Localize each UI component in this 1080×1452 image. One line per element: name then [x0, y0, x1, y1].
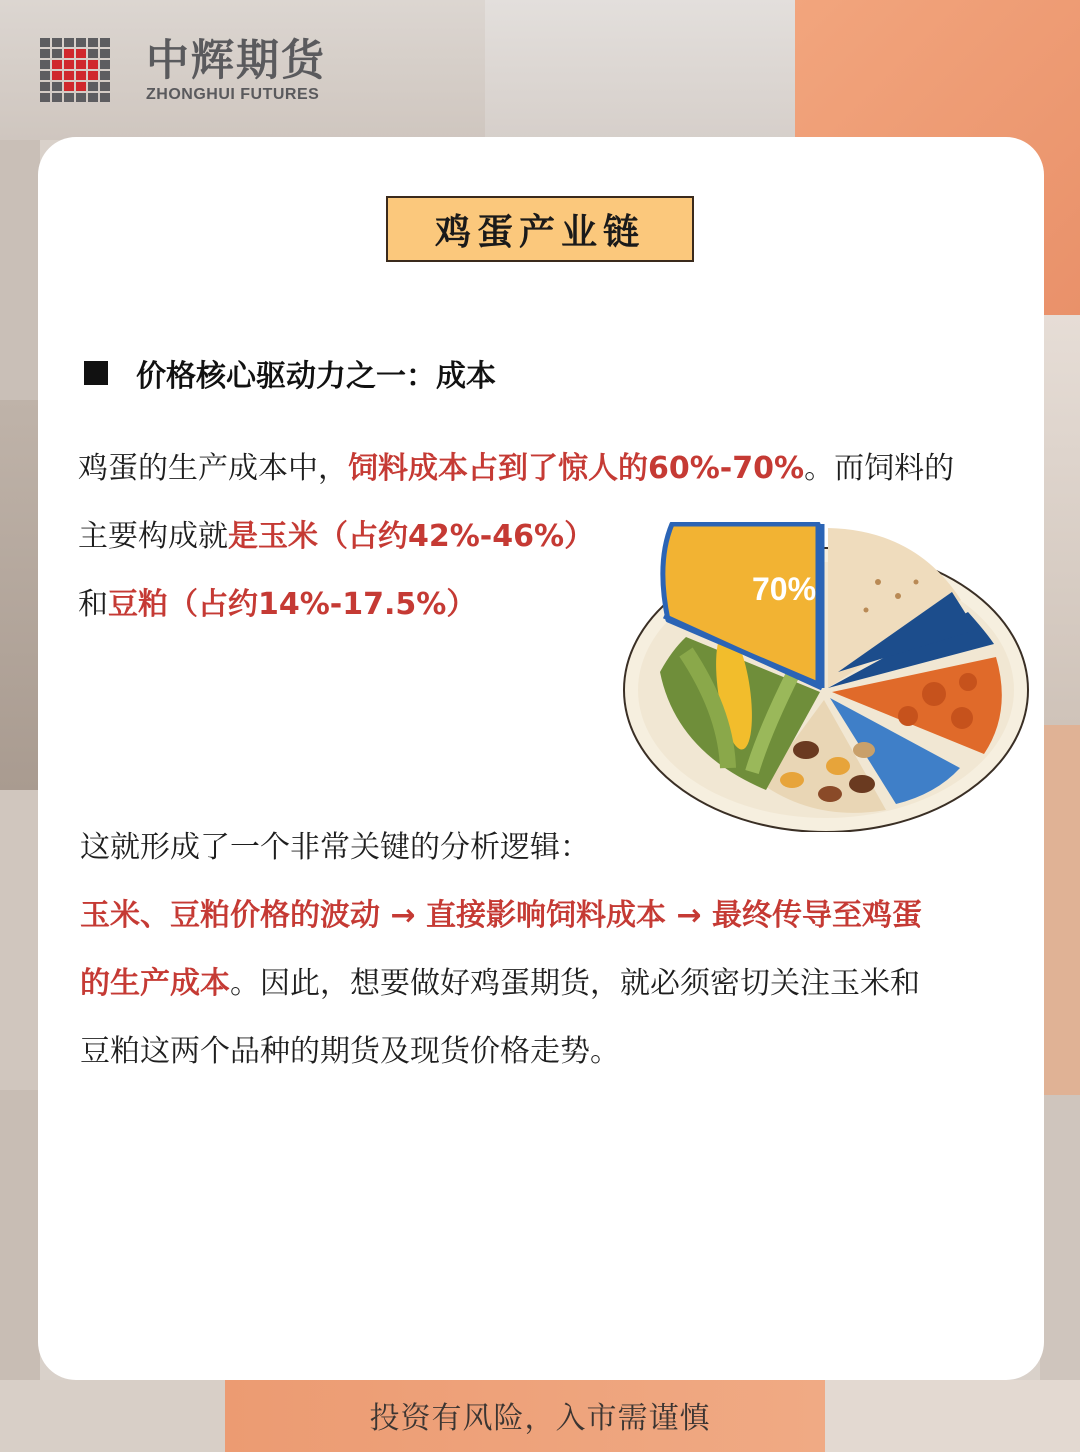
brand-name-cn: 中辉期货 [146, 36, 326, 86]
highlight-text: 的生产成本 [80, 966, 230, 1001]
background-tile [0, 400, 40, 790]
section-heading [84, 351, 496, 395]
highlight-text: 是玉米（占约42%-46%） [228, 519, 595, 554]
highlight-text: 豆粕（占约14%-17.5%） [108, 587, 477, 622]
background-tile [0, 790, 40, 1090]
plate-percent-label: 70% [751, 571, 817, 607]
card-title: 鸡蛋产业链 [386, 196, 694, 262]
text-span: 鸡蛋的生产成本中， [78, 451, 348, 486]
background-tile [485, 0, 795, 140]
highlight-text: 玉米、豆粕价格的波动 → 直接影响饲料成本 → 最终传导至鸡蛋 [80, 898, 923, 933]
risk-disclaimer: 投资有风险，入市需谨慎 [369, 1401, 711, 1436]
background-tile [0, 140, 40, 400]
paragraph-line: 这就形成了一个非常关键的分析逻辑： [80, 830, 590, 865]
brand-name-en: ZHONGHUI FUTURES [146, 86, 320, 103]
text-span: 主要构成就 [78, 519, 228, 554]
background-tile [1040, 315, 1080, 725]
paragraph-line: 豆粕这两个品种的期货及现货价格走势。 [80, 1034, 620, 1069]
feed-plate-illustration [616, 522, 1032, 832]
paragraph-line [78, 435, 954, 503]
paragraph-line [78, 571, 476, 639]
content-card [38, 137, 1044, 1380]
paragraph-line [78, 503, 594, 571]
text-span: 和 [78, 587, 108, 622]
text-span: 。而饲料的 [804, 451, 955, 486]
zhonghui-logo-icon [40, 38, 114, 104]
highlight-text: 饲料成本占到了惊人的60%-70% [348, 451, 805, 486]
text-span: 。因此，想要做好鸡蛋期货，就必须密切关注玉米和 [230, 966, 920, 1001]
brand-logo [40, 36, 326, 106]
background-tile [1040, 725, 1080, 1095]
paragraph-line [80, 950, 920, 1018]
square-bullet-icon [84, 361, 108, 385]
section-heading-text: 价格核心驱动力之一：成本 [136, 359, 496, 394]
